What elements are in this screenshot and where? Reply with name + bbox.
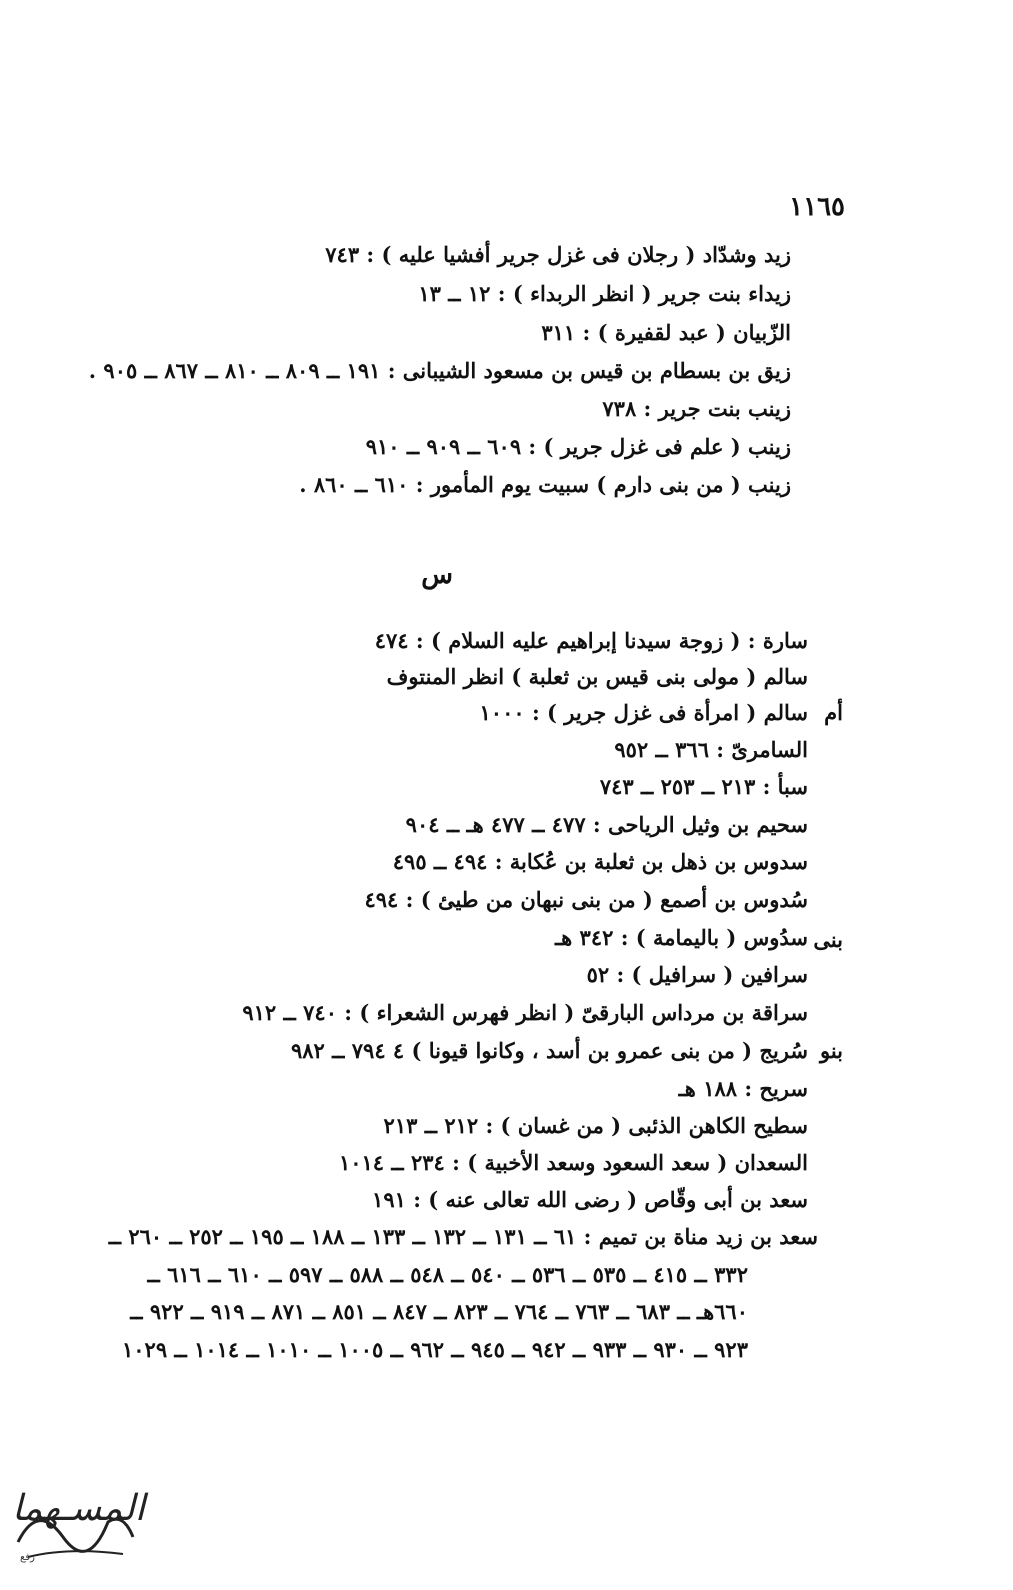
index-entry: سعد بن زيد مناة بن تميم : ٦١ ــ ١٣١ ــ ١٣٢ ــ ١٣٣ ــ ١٨٨ ــ ١٩٥ ــ ٢٥٢ ــ ٢٦٠ ــ [108,1224,818,1249]
index-entry: السامرىّ : ٣٦٦ ــ ٩٥٢ [614,737,808,762]
index-entry: سُدوس بن أصمع ( من بنى نبهان من طيئ ) : ٤٩٤ [364,887,808,912]
index-entry: سالم ( مولى بنى قيس بن ثعلبة ) انظر المنتوف [386,664,808,689]
index-entry-continuation: ٦٦٠هـ ــ ٦٨٣ ــ ٧٦٣ ــ ٧٦٤ ــ ٨٢٣ ــ ٨٤٧ ــ ٨٥١ ــ ٨٧١ ــ ٩١٩ ــ ٩٢٢ ــ [130,1299,748,1324]
index-entry: سدُوس ( باليمامة ) : ٣٤٢ هـ [555,925,808,950]
page-number: ١١٦٥ [789,192,845,222]
index-entry: زينب بنت جرير : ٧٣٨ [602,396,791,421]
index-entry: زيق بن بسطام بن قيس بن مسعود الشيبانى : ١٩١ ــ ٨٠٩ ــ ٨١٠ ــ ٨٦٧ ــ ٩٠٥ . [88,358,791,383]
index-entry: سراقة بن مرداس البارقىّ ( انظر فهرس الشعراء ) : ٧٤٠ ــ ٩١٢ [242,1000,808,1025]
index-entry: السعدان ( سعد السعود وسعد الأخبية ) : ٢٣٤ ــ ١٠١٤ [338,1150,808,1175]
index-entry-continuation: ٩٢٣ ــ ٩٣٠ ــ ٩٣٣ ــ ٩٤٢ ــ ٩٤٥ ــ ٩٦٢ ــ ١٠٠٥ ــ ١٠١٠ ــ ١٠١٤ ــ ١٠٢٩ [122,1337,748,1362]
section-letter: س [421,560,453,590]
index-entry: سرافين ( سرافيل ) : ٥٢ [586,962,808,987]
index-entry: سحيم بن وثيل الرياحى : ٤٧٧ ــ ٤٧٧ هـ ــ ٩٠٤ [405,812,808,837]
index-entry: سالم ( امرأة فى غزل جرير ) : ١٠٠٠ [479,700,808,725]
index-entry: زينب ( من بنى دارم ) سبيت يوم المأمور : ٦١٠ ــ ٨٦٠ . [299,472,791,497]
index-entry: زيداء بنت جرير ( انظر الربداء ) : ١٢ ــ ١٣ [418,281,791,306]
entry-prefix: بنو [819,1038,843,1063]
entry-prefix: بنى [813,927,843,952]
index-entry: سارة : ( زوجة سيدنا إبراهيم عليه السلام ) : ٤٧٤ [374,628,808,653]
stamp-text: المسـ‍هما [12,1488,145,1529]
index-entry: سريح : ١٨٨ هـ [678,1076,808,1101]
index-entry: الزّبيان ( عبد لقفيرة ) : ٣١١ [541,320,791,345]
stamp-small-text: رفع [20,1552,35,1563]
entry-prefix: أم [824,700,843,725]
index-entry: سعد بن أبى وقّاص ( رضى الله تعالى عنه ) : ١٩١ [372,1187,808,1212]
index-entry: سبأ : ٢١٣ ــ ٢٥٣ ــ ٧٤٣ [599,774,808,799]
index-entry: زينب ( علم فى غزل جرير ) : ٦٠٩ ــ ٩٠٩ ــ ٩١٠ [365,434,791,459]
index-entry: سُريج ( من بنى عمرو بن أسد ، وكانوا قيونا ) ٤ ٧٩٤ ــ ٩٨٢ [290,1038,808,1063]
index-entry-continuation: ٣٣٢ ــ ٤١٥ ــ ٥٣٥ ــ ٥٣٦ ــ ٥٤٠ ــ ٥٤٨ ــ ٥٨٨ ــ ٥٩٧ ــ ٦١٠ ــ ٦١٦ ــ [147,1262,748,1287]
index-entry: سطيح الكاهن الذئبى ( من غسان ) : ٢١٢ ــ ٢١٣ [383,1113,808,1138]
index-entry: سدوس بن ذهل بن ثعلبة بن عُكابة : ٤٩٤ ــ ٤٩٥ [392,849,808,874]
index-entry: زيد وشدّاد ( رجلان فى غزل جرير أفشيا عليه ) : ٧٤٣ [325,242,791,267]
